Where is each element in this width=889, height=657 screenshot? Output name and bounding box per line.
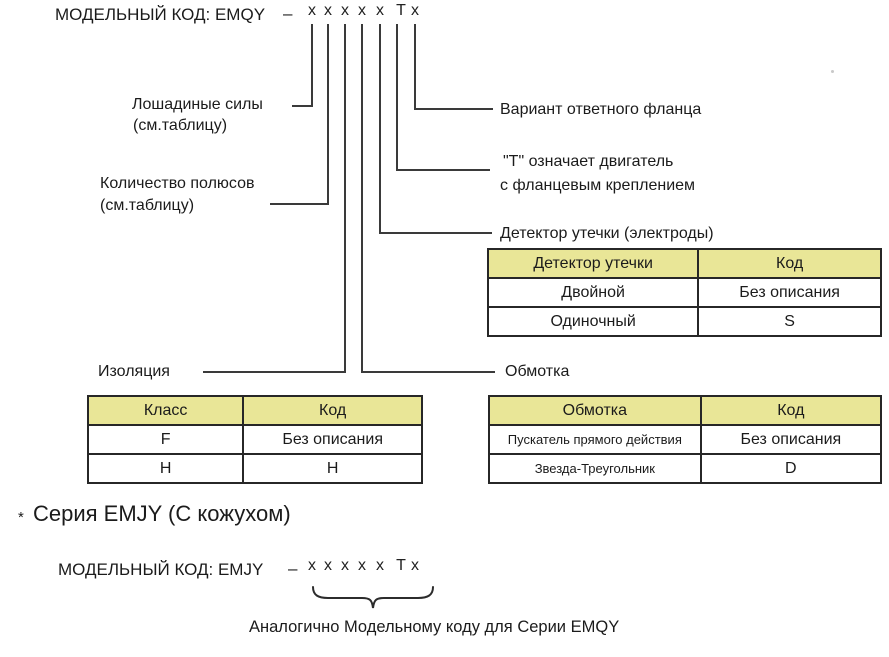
code-char-6: T	[396, 2, 406, 19]
leak-detector-table	[487, 248, 882, 337]
label-poles-note: (см.таблицу)	[100, 197, 195, 214]
table-header-cell: Код	[701, 396, 881, 425]
leader-line-5	[379, 24, 381, 234]
leader-line-2	[327, 24, 329, 205]
label-horsepower: Лошадиные силы	[132, 96, 263, 113]
label-horsepower-note: (см.таблицу)	[133, 117, 228, 134]
table-row	[88, 454, 422, 483]
table-cell: S	[698, 307, 881, 336]
table-row	[88, 425, 422, 454]
table-cell: Пускатель прямого действия	[489, 425, 701, 454]
bottom-code-char-6: T	[396, 557, 406, 574]
code-char-7: x	[411, 2, 419, 19]
table-row	[489, 454, 881, 483]
label-insulation: Изоляция	[98, 363, 170, 380]
leader-line-4	[361, 24, 363, 373]
leader-line-6	[396, 24, 398, 171]
bottom-code-char-3: x	[341, 557, 349, 574]
insulation-table	[87, 395, 423, 484]
connector-horsepower	[292, 105, 313, 107]
scan-artifact-dot	[831, 70, 834, 73]
table-row	[488, 278, 881, 307]
brace-caption: Аналогично Модельному коду для Серии EMQY	[249, 618, 620, 636]
label-winding: Обмотка	[505, 363, 570, 380]
bottom-code-char-5: x	[376, 557, 384, 574]
bottom-code-dash: –	[288, 559, 298, 578]
bottom-code-char-7: x	[411, 557, 419, 574]
connector-poles	[270, 203, 329, 205]
table-cell: Без описания	[243, 425, 422, 454]
label-poles: Количество полюсов	[100, 175, 255, 192]
connector-insulation	[203, 371, 346, 373]
table-row	[489, 425, 881, 454]
series-title: Серия EMJY (С кожухом)	[33, 501, 291, 526]
leader-line-3	[344, 24, 346, 373]
table-header-cell: Класс	[88, 396, 243, 425]
connector-flange-variant	[414, 108, 493, 110]
connector-leak-detector	[379, 232, 492, 234]
top-code-dash: –	[283, 4, 293, 23]
table-cell: D	[701, 454, 881, 483]
table-cell: Двойной	[488, 278, 698, 307]
table-cell: Звезда-Треугольник	[489, 454, 701, 483]
bottom-model-code-label: МОДЕЛЬНЫЙ КОД: EMJY	[58, 560, 264, 579]
connector-t-flange	[396, 169, 490, 171]
winding-table	[488, 395, 882, 484]
table-cell: Без описания	[698, 278, 881, 307]
top-model-code-label: МОДЕЛЬНЫЙ КОД: EMQY	[55, 5, 266, 24]
code-char-1: x	[308, 2, 316, 19]
label-flange-variant: Вариант ответного фланца	[500, 101, 702, 118]
table-row	[488, 307, 881, 336]
underbrace-icon	[308, 585, 438, 613]
table-header-cell: Обмотка	[489, 396, 701, 425]
bottom-code-char-2: x	[324, 557, 332, 574]
connector-winding	[361, 371, 495, 373]
table-cell: Одиночный	[488, 307, 698, 336]
table-header-cell: Код	[243, 396, 422, 425]
table-header-cell: Код	[698, 249, 881, 278]
table-cell: F	[88, 425, 243, 454]
label-t-flange-2: с фланцевым креплением	[500, 177, 696, 194]
leader-line-1	[311, 24, 313, 107]
code-char-5: x	[376, 2, 384, 19]
label-leak-detector: Детектор утечки (электроды)	[500, 225, 714, 242]
footnote-asterisk: *	[18, 509, 24, 526]
label-t-flange-1: "Т" означает двигатель	[503, 153, 674, 170]
table-cell: H	[88, 454, 243, 483]
code-char-3: x	[341, 2, 349, 19]
bottom-code-char-4: x	[358, 557, 366, 574]
table-cell: Без описания	[701, 425, 881, 454]
table-header-cell: Детектор утечки	[488, 249, 698, 278]
code-char-4: x	[358, 2, 366, 19]
code-char-2: x	[324, 2, 332, 19]
bottom-code-char-1: x	[308, 557, 316, 574]
table-cell: H	[243, 454, 422, 483]
leader-line-7	[414, 24, 416, 110]
